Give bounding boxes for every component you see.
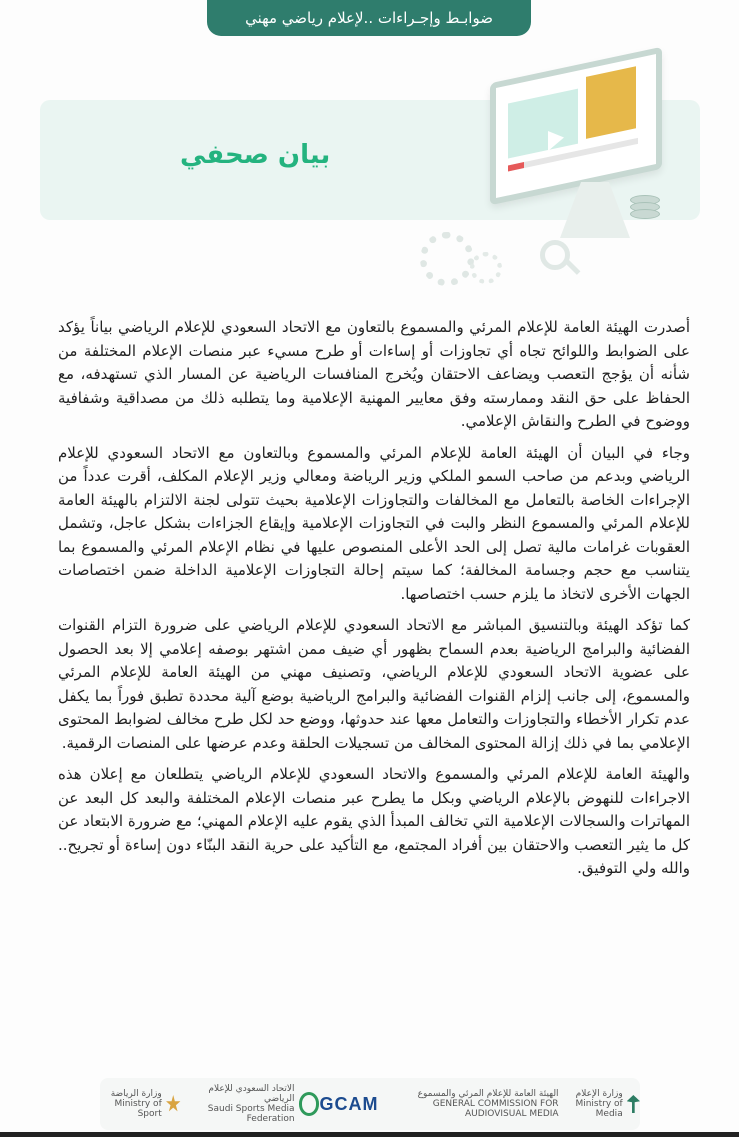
media-label-en: Ministry of Media bbox=[575, 1099, 623, 1119]
play-icon bbox=[548, 128, 564, 151]
paragraph-1: أصدرت الهيئة العامة للإعلام المرئي والمسموع بالتعاون مع الاتحاد السعودي للإعلام الرياضي بياناً يؤكد على الضوابط واللوائح تجاه أي تجاوزات أو إساءات أو طرح مسيء عبر منصات الإعلام المختلفة من شأنه أن يؤجج التعصب ويضاعف الاحتقان ويُخرج المنافسات الرياضية عن المسار الذي تستهدفه، مع الحفاظ على حق النقد وممارسته وفق معايير المهنية الإعلامية وما يتطلبه ذلك من مصداقية وشفافية ووضوح في الطرح والنقاش الإعلامي. bbox=[58, 318, 690, 430]
gear-small-icon bbox=[470, 252, 502, 284]
ministry-of-sport-logo bbox=[100, 1089, 181, 1119]
sport-label: وزارة الرياضة bbox=[110, 1089, 162, 1099]
gear-icon bbox=[420, 232, 474, 286]
palm-logo-icon bbox=[627, 1095, 640, 1113]
sidebar-panel bbox=[586, 66, 636, 139]
media-label: وزارة الإعلام bbox=[575, 1089, 623, 1099]
ssmf-label-en: Saudi Sports Media Federation bbox=[207, 1104, 295, 1124]
bottom-divider bbox=[0, 1132, 739, 1137]
statement-body bbox=[58, 316, 690, 889]
ssmf-label: الاتحاد السعودي للإعلام الرياضي bbox=[208, 1084, 295, 1104]
gcam-wordmark: GCAM bbox=[319, 1093, 379, 1114]
video-panel bbox=[508, 89, 578, 159]
ring-logo-icon bbox=[299, 1092, 320, 1116]
gcam-logo bbox=[319, 1089, 558, 1119]
header-tab: ضوابـط وإجـراءات ..لإعلام رياضي مهني bbox=[207, 0, 531, 36]
ministry-of-media-logo bbox=[559, 1089, 640, 1119]
footer-logos bbox=[100, 1078, 640, 1130]
star-logo-icon bbox=[166, 1095, 181, 1113]
paragraph-3: كما تؤكد الهيئة وبالتنسيق المباشر مع الاتحاد السعودي للإعلام الرياضي على ضرورة التزام القنوات الفضائية والبرامج الرياضية بعدم السماح بظهور أي ضيف ممن اشتهر بوصفه إعلامي إلا بعد الحصول على عضوية الاتحاد السعودي للإعلام الرياضي، وتصنيف مهني من الهيئة العامة للإعلام المرئي والمسموع، إلى جانب إلزام القنوات الفضائية والبرامج الرياضية بوضع آلية محددة تطبق فوراً بما يكفل عدم تكرار الأخطاء والتجاوزات والتعامل معها عند حدوثها، ووضع حد لكل طرح مخالف لضوابط المحتوى الإعلامي بما في ذلك إزالة المحتوى المخالف من تسجيلات الحلقة وعدم عرضها على المنصات الرقمية. bbox=[58, 616, 690, 752]
gcam-label-en: GENERAL COMMISSION FOR AUDIOVISUAL MEDIA bbox=[432, 1099, 559, 1119]
paragraph-4: والهيئة العامة للإعلام المرئي والمسموع والاتحاد السعودي للإعلام الرياضي يتطلعان مع إعلان هذه الاجراءات للنهوض بالإعلام الرياضي وبكل ما يطرح عبر منصات الإعلام المختلفة والبعد كل البعد عن المهاترات والسجالات الإعلامية التي تخالف المبدأ الذي يقوم عليه الإعلام المهني؛ مع ضرورة الابتعاد عن كل ما يثير التعصب والاحتقان بين أفراد المجتمع، مع التأكيد على حرية النقد البنّاء دون إساءة أو تجريح.. والله ولي التوفيق. bbox=[58, 765, 690, 877]
gcam-label-ar: الهيئة العامة للإعلام المرئي والمسموع bbox=[417, 1089, 559, 1099]
coins-icon bbox=[630, 195, 660, 219]
paragraph-2: وجاء في البيان أن الهيئة العامة للإعلام المرئي والمسموع وبالتعاون مع الاتحاد السعودي للإعلام الرياضي وبدعم من صاحب السمو الملكي وزير الرياضة ومعالي وزير الإعلام المكلف، أقرت عدداً من الإجراءات الخاصة بالتعامل مع المخالفات والتجاوزات الإعلامية بحيث تتولى لجنة الالتزام بالهيئة العامة للإعلام المرئي والمسموع النظر والبت في التجاوزات الإعلامية وإيقاع الجزاءات بشكل عاجل، وتشمل العقوبات غرامات مالية تصل إلى الحد الأعلى المنصوص عليها في نظام الإعلام المرئي والمسموع بما يتناسب مع حجم وجسامة المخالفة؛ كما سيتم إحالة التجاوزات الإعلامية الداخلة ضمن اختصاصات الجهات الأخرى لاتخاذ ما يلزم حسب اختصاصها. bbox=[58, 443, 690, 603]
ssmf-logo bbox=[181, 1084, 320, 1124]
magnifier-icon bbox=[540, 240, 570, 270]
sport-label-en: Ministry of Sport bbox=[114, 1099, 162, 1119]
page-title: بيان صحفي bbox=[180, 140, 331, 170]
